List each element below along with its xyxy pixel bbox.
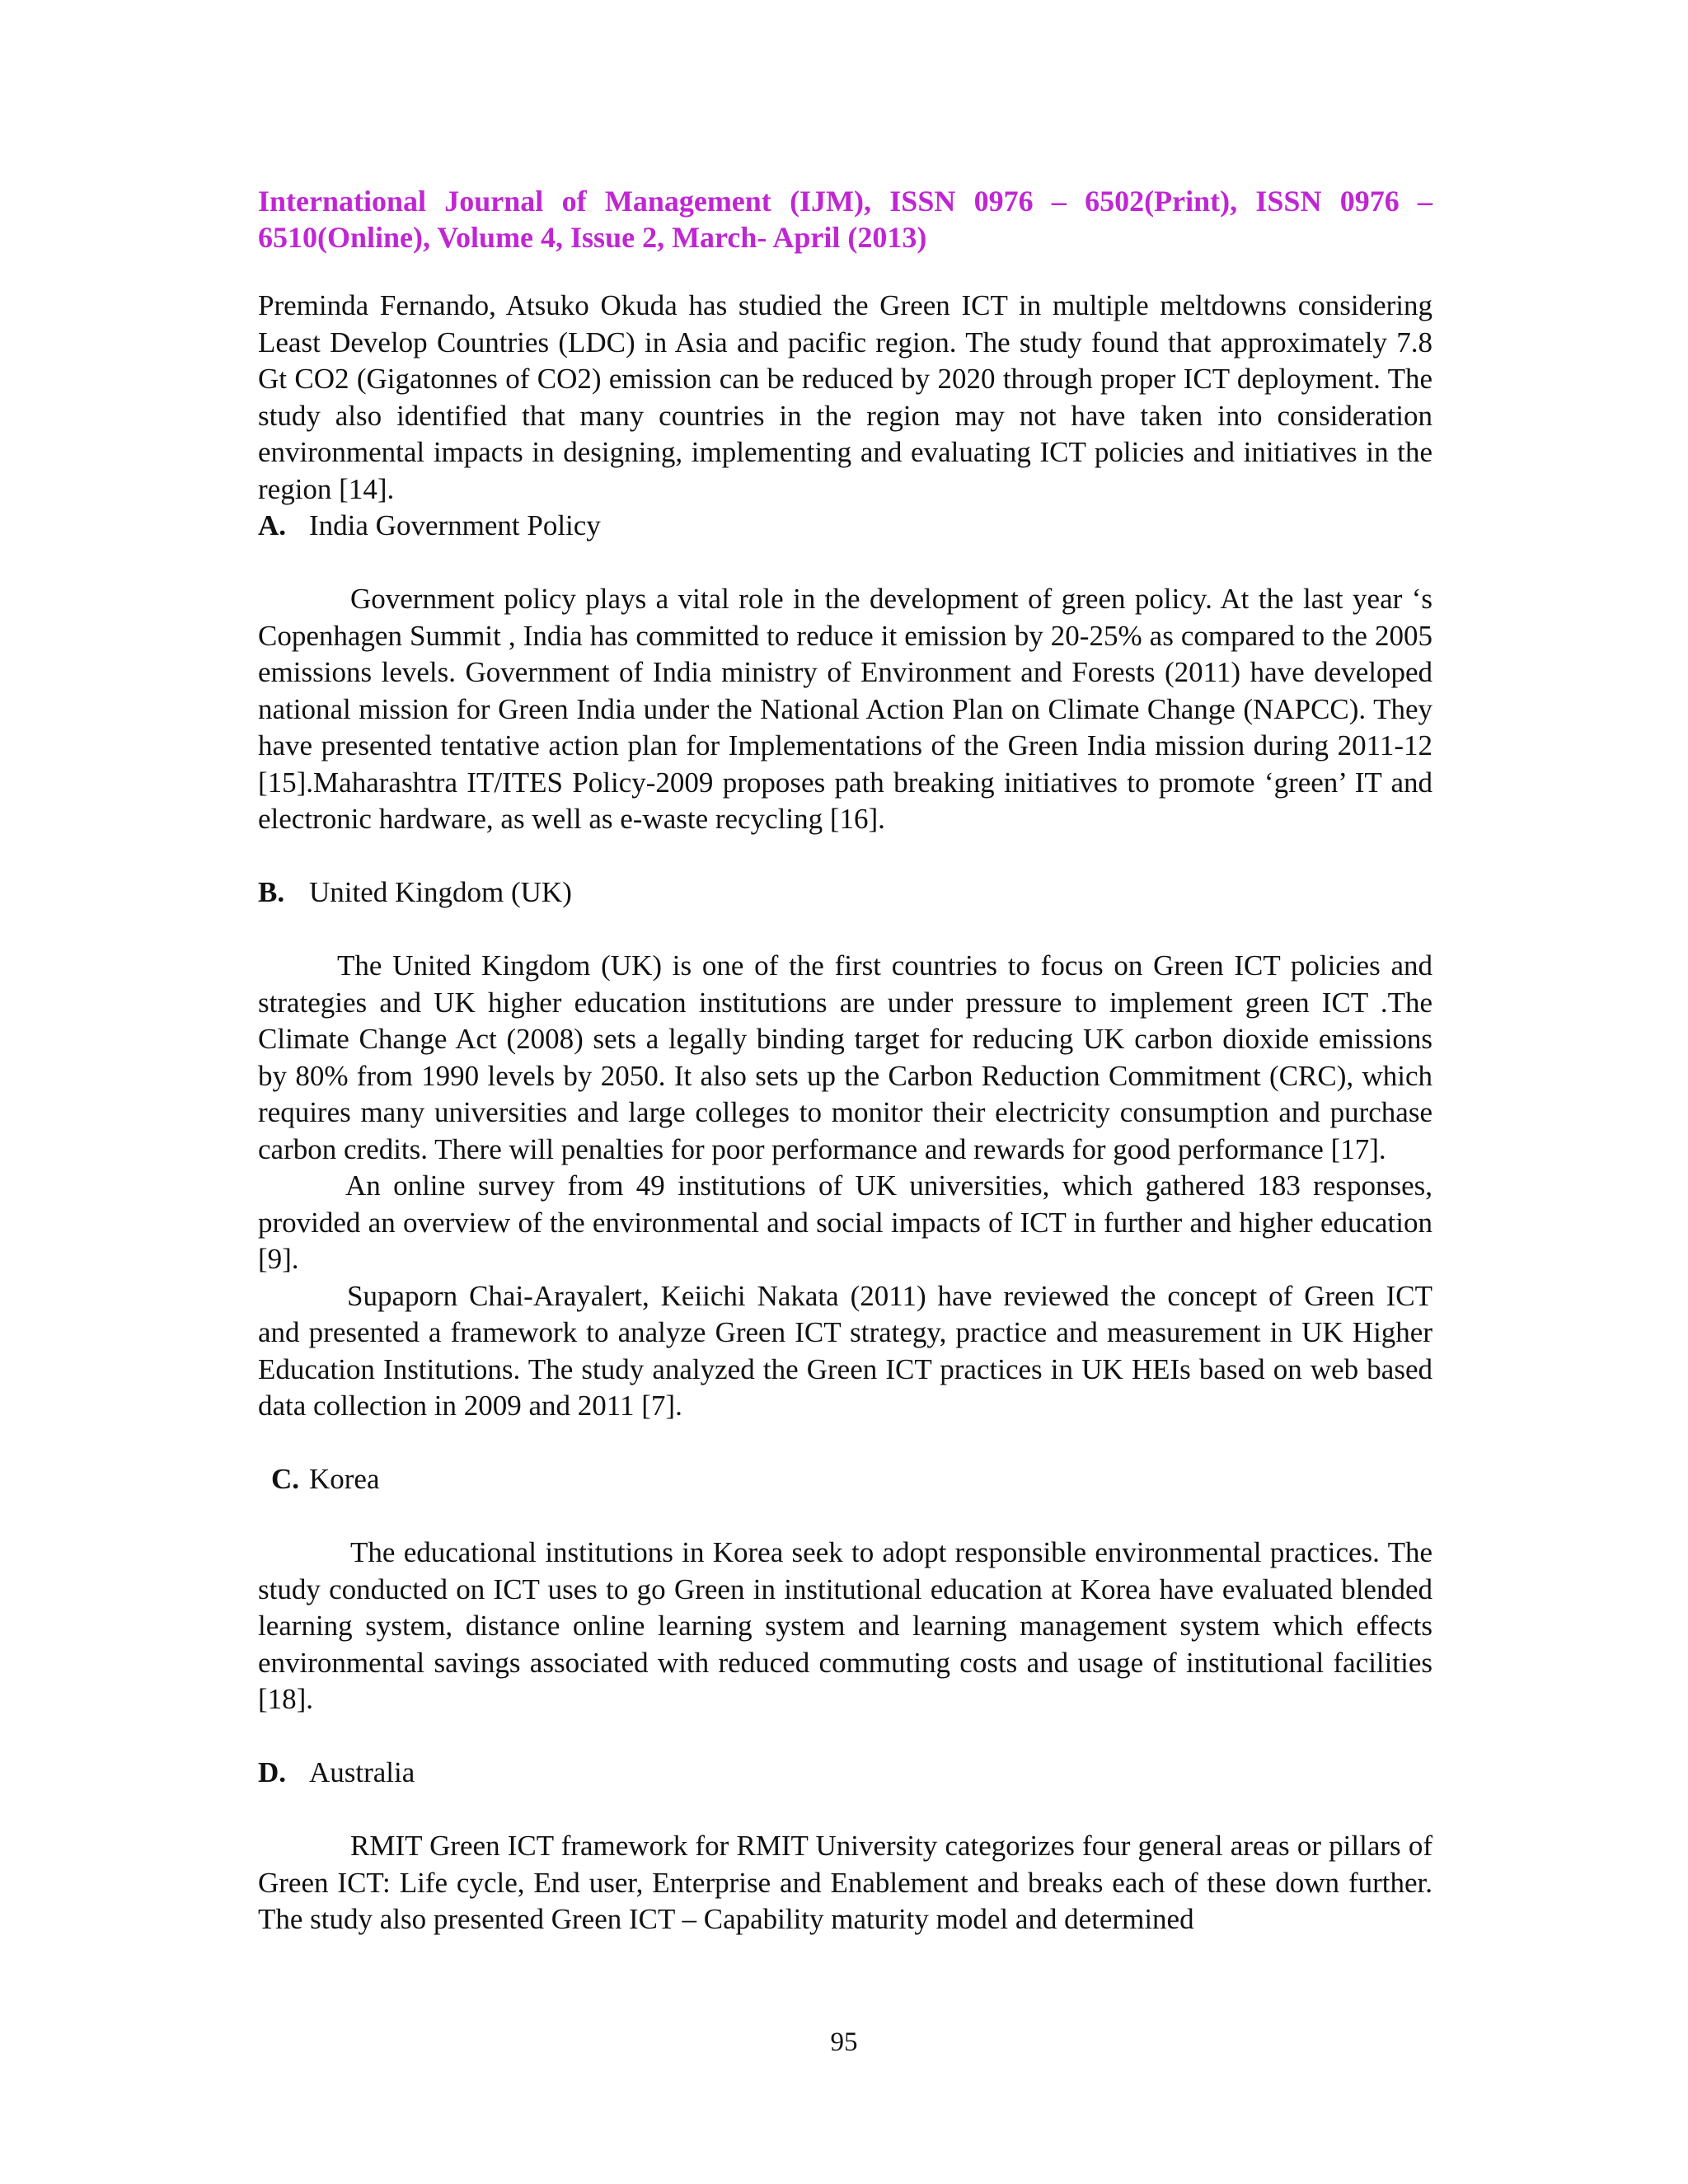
page-number: 95 [830,2027,858,2057]
section-letter: C. [271,1463,300,1495]
spacer [258,1425,1432,1462]
spacer [258,1498,1432,1535]
paragraph-uk-3: Supaporn Chai-Arayalert, Keiichi Nakata (2011) have reviewed the concept of Green ICT and presented a framework to analyze Green ICT strategy, practice and measurement in UK Higher Education Institutions. The study analyzed the Green ICT practices in UK HEIs based on web based data collection in 2009 and 2011 [7]. [258,1279,1432,1422]
section-heading-india [258,508,1432,545]
section-letter: A. [258,509,287,541]
section-title: Korea [309,1463,380,1495]
spacer [258,912,1432,949]
section-letter: B. [258,876,285,908]
section-title: Australia [309,1756,415,1788]
section-letter: D. [258,1756,287,1788]
paragraph-korea: The educational institutions in Korea seek to adopt responsible environmental practices. The study conducted on ICT uses to go Green in institutional education at Korea have evaluated blended learning system, distance online learning system and learning management system which effects environmental savings associated with reduced commuting costs and usage of institutional facilities [18]. [258,1536,1432,1715]
paragraph-uk-1: The United Kingdom (UK) is one of the first countries to focus on Green ICT policies and strategies and UK higher education institutions are under pressure to implement green ICT .The Climate Change Act (2008) sets a legally binding target for reducing UK carbon dioxide emissions by 80% from 1990 levels by 2050. It also sets up the Carbon Reduction Commitment (CRC), which requires many universities and large colleges to monitor their electricity consumption and purchase carbon credits. There will penalties for poor performance and rewards for good performance [17]. [258,949,1432,1165]
section-title: India Government Policy [309,509,601,541]
paragraph-intro: Preminda Fernando, Atsuko Okuda has studied the Green ICT in multiple meltdowns considering Least Develop Countries (LDC) in Asia and pacific region. The study found that approximately 7.8 Gt CO2 (Gigatonnes of CO2) emission can be reduced by 2020 through proper ICT deployment. The study also identified that many countries in the region may not have taken into consideration environmental impacts in designing, implementing and evaluating ICT policies and initiatives in the region [14]. [258,289,1432,505]
section-heading-uk [258,874,1432,912]
spacer [258,545,1432,582]
section-heading-australia [258,1755,1432,1792]
spacer [258,1792,1432,1829]
paragraph-australia: RMIT Green ICT framework for RMIT University categorizes four general areas or pillars of Green ICT: Life cycle, End user, Enterprise and Enablement and breaks each of these down further. The study also presented Green ICT – Capability maturity model and determined [258,1830,1432,1935]
section-heading-korea [258,1461,1432,1498]
paragraph-india: Government policy plays a vital role in the development of green policy. At the last year ‘s Copenhagen Summit , India has committed to reduce it emission by 20-25% as compared to the 2005 emissions levels. Government of India ministry of Environment and Forests (2011) have developed national mission for Green India under the National Action Plan on Climate Change (NAPCC). They have presented tentative action plan for Implementations of the Green India mission during 2011-12 [15].Maharashtra IT/ITES Policy-2009 proposes path breaking initiatives to promote ‘green’ IT and electronic hardware, as well as e-waste recycling [16]. [258,583,1432,835]
spacer [258,1718,1432,1755]
journal-header: International Journal of Management (IJM), ISSN 0976 – 6502(Print), ISSN 0976 – 6510(Online), Volume 4, Issue 2, March- April (2013) [258,185,1432,254]
section-title: United Kingdom (UK) [309,876,572,908]
article-body [258,288,1432,1938]
spacer [258,838,1432,875]
paragraph-uk-2: An online survey from 49 institutions of UK universities, which gathered 183 responses, provided an overview of the environmental and social impacts of ICT in further and higher education [9]. [258,1169,1432,1275]
